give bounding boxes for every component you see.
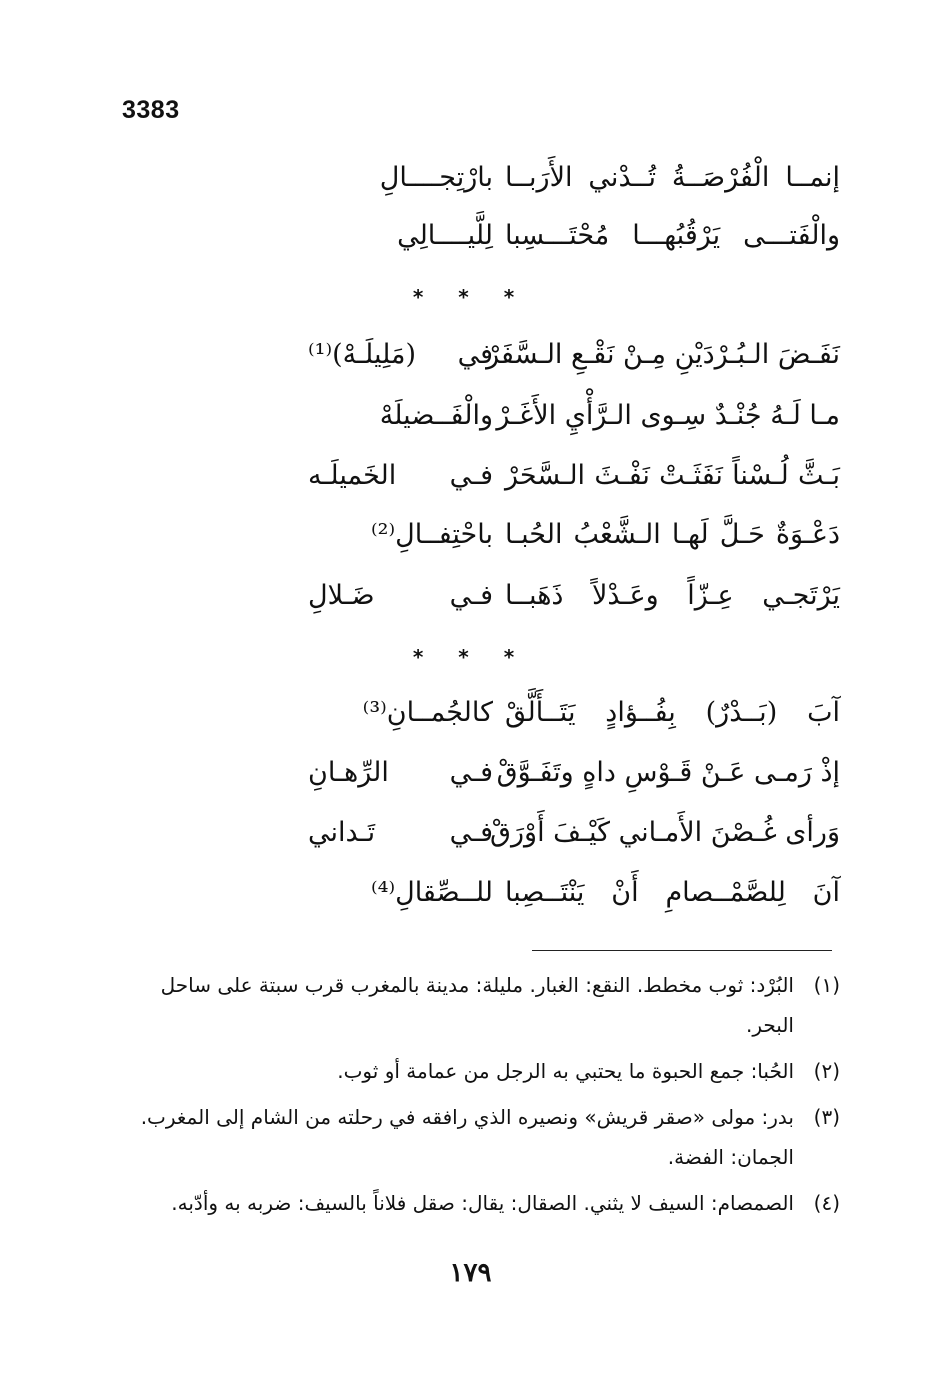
verse-first-hemistich: إذْ رَمـى عَـنْ قَـوْسِ داهٍ وتَفَـوَّقْ bbox=[496, 757, 840, 788]
footnote-number: (١) bbox=[813, 973, 840, 997]
verse bbox=[300, 745, 840, 801]
footnotes bbox=[118, 965, 840, 1229]
verse-first-hemistich: نَفَـضَ الـبُـرْدَيْنِ مِـنْ نَقْـعِ الـسَّفَرْ bbox=[486, 339, 840, 370]
verse-first-hemistich: وَرأى غُـصْنَ الأَمـاني كَيْـفَ أَوْرَقْ bbox=[490, 817, 840, 848]
footnote bbox=[118, 1183, 840, 1223]
stanza-separator: * * * bbox=[412, 645, 529, 669]
footnote bbox=[118, 965, 840, 1045]
verse-second-hemistich: فـي الرِّهـانِ bbox=[308, 757, 493, 788]
footnote-text: الحُبا: جمع الحبوة ما يحتبي به الرجل من عمامة أو ثوب. bbox=[337, 1059, 794, 1083]
verse-first-hemistich: والْفَتـــى يَرْقُبُهـــا مُحْتَـــسِبا bbox=[505, 220, 840, 251]
verse bbox=[300, 208, 840, 264]
verse-first-hemistich: آنَ لِلصَّمْــصامِ أَنْ يَنْتَــصِبا bbox=[505, 877, 840, 908]
verse bbox=[300, 805, 840, 861]
footnote-number: (٣) bbox=[813, 1105, 840, 1129]
verse-second-hemistich: في (مَلِيلَـهْ)⁽¹⁾ bbox=[308, 339, 493, 370]
verse bbox=[300, 150, 840, 206]
footnote-text: البُرْد: ثوب مخطط. النقع: الغبار. مليلة: مدينة بالمغرب قرب سبتة على ساحل البحر. bbox=[160, 973, 794, 1037]
verse-second-hemistich: فـي ضَـلالِ bbox=[308, 580, 493, 611]
verse-second-hemistich: للــصِّقالِ⁽⁴⁾ bbox=[370, 877, 493, 908]
verse-second-hemistich: باحْتِفــالِ⁽²⁾ bbox=[370, 519, 493, 550]
verse-first-hemistich: آبَ (بَــدْرٌ) بِفُــؤادٍ يَتَــأَلَّقْ bbox=[505, 697, 840, 728]
verse-first-hemistich: بَـثَّ لُـسْناً نَفَثَـتْ نَفْـثَ الـسَّحَرْ bbox=[505, 460, 840, 491]
footnote-text: الصمصام: السيف لا يثني. الصقال: يقال: صقل فلاناً بالسيف: ضربه به وأدّبه. bbox=[171, 1191, 794, 1215]
footnote-divider bbox=[532, 950, 832, 951]
verse bbox=[300, 507, 840, 563]
verse-second-hemistich: فـي تَـداني bbox=[308, 817, 493, 848]
page-id: 3383 bbox=[122, 96, 180, 124]
footnote-text: بدر: مولى «صقر قريش» ونصيره الذي رافقه في رحلته من الشام إلى المغرب. الجمان: الفضة. bbox=[140, 1105, 794, 1169]
verse bbox=[300, 685, 840, 741]
footnote-number: (٤) bbox=[813, 1191, 840, 1215]
verse-second-hemistich: كالجُمــانِ⁽³⁾ bbox=[362, 697, 493, 728]
verse-first-hemistich: يَرْتَجـي عِـزّاً وعَـدْلاً ذَهَبــا bbox=[505, 580, 840, 611]
verse-second-hemistich: بارْتِجــــالِ bbox=[379, 162, 493, 193]
verse-first-hemistich: مـا لَـهُ جُنْـدٌ سِـوى الـرَّأْيِ الأَغَـرْ bbox=[496, 400, 840, 431]
footnote bbox=[118, 1097, 840, 1177]
verse-first-hemistich: إنمــا الْفُرْصَــةُ تُــدْني الأَرَبــا bbox=[505, 162, 840, 193]
footnote-number: (٢) bbox=[813, 1059, 840, 1083]
verse-second-hemistich: لِلَّيــــالِي bbox=[397, 220, 493, 251]
verse-first-hemistich: دَعْـوَةٌ حَـلَّ لَهـا الـشَّعْبُ الحُبـا bbox=[505, 519, 840, 550]
verse bbox=[300, 448, 840, 504]
verse bbox=[300, 327, 840, 383]
verse bbox=[300, 865, 840, 921]
stanza-separator: * * * bbox=[412, 285, 529, 309]
verse-second-hemistich: فـي الخَميلَـه bbox=[308, 460, 493, 491]
verse-second-hemistich: والْفَــضيلَهْ bbox=[379, 400, 493, 431]
page-number: ١٧٩ bbox=[449, 1258, 492, 1288]
verse bbox=[300, 388, 840, 444]
footnote bbox=[118, 1051, 840, 1091]
verse bbox=[300, 568, 840, 624]
